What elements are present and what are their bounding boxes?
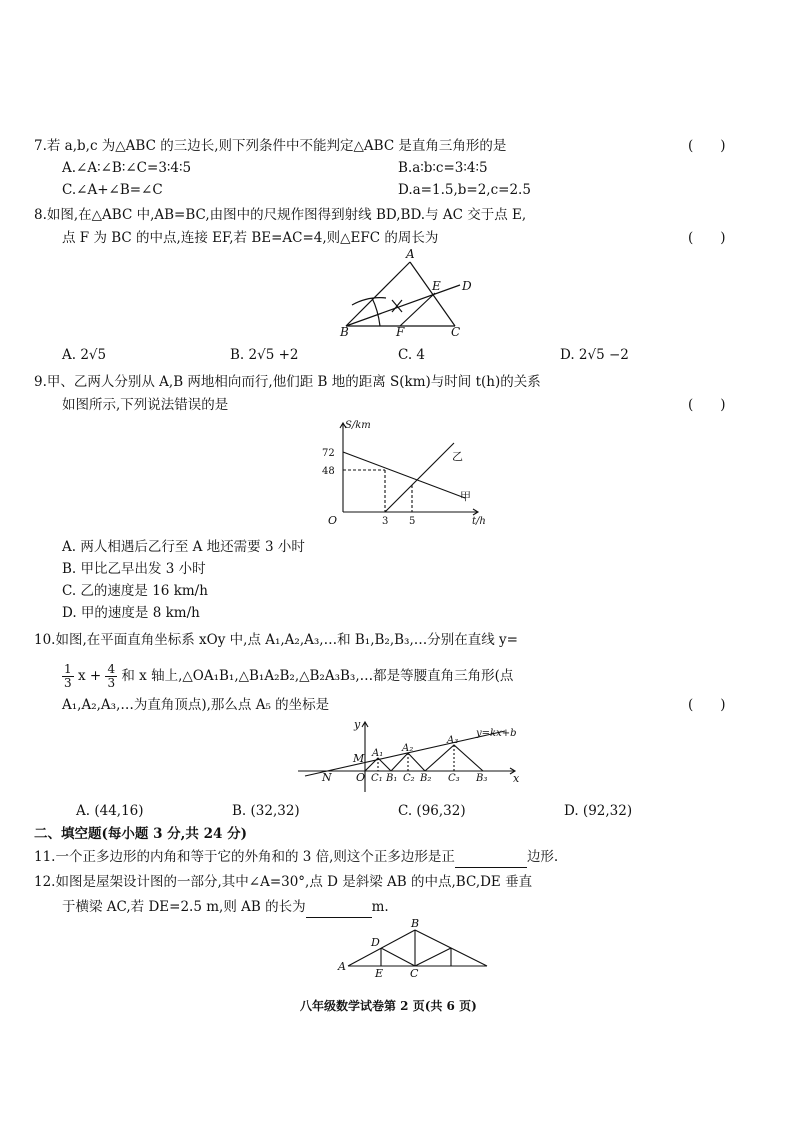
- ylabel: S/km: [345, 420, 371, 431]
- q10-mid-text: x +: [77, 668, 102, 684]
- q10-option-d: D. (92,32): [564, 803, 633, 819]
- brace-left: [381, 948, 415, 966]
- label-c1: C₁: [371, 773, 383, 784]
- q8-stem-line2: 点 F 为 BC 的中点,连接 EF,若 BE=AC=4,则△EFC 的周长为: [62, 230, 439, 246]
- label-b3: B₃: [476, 773, 488, 784]
- label-b1: B₁: [386, 773, 398, 784]
- q12-unit: m.: [371, 899, 389, 915]
- q8-option-c: C. 4: [398, 347, 426, 363]
- q12-text: 于横梁 AC,若 DE=2.5 m,则 AB 的长为: [62, 899, 306, 915]
- origin-label: O: [328, 514, 338, 527]
- label-a: A: [406, 247, 415, 261]
- label-b2: B₂: [420, 773, 432, 784]
- ytick-48: 48: [322, 466, 335, 477]
- q9-option-b: B. 甲比乙早出发 3 小时: [62, 561, 206, 577]
- xtick-3: 3: [382, 516, 389, 527]
- label-c2: C₂: [403, 773, 415, 784]
- label-a2: A₂: [402, 743, 414, 754]
- q12-stem-line1: 12.如图是屋架设计图的一部分,其中∠A=30°,点 D 是斜梁 AB 的中点,BC,DE 垂直: [34, 874, 533, 890]
- q10-answer-paren: ( ): [688, 697, 726, 713]
- q10-stem-line1: 10.如图,在平面直角坐标系 xOy 中,点 A₁,A₂,A₃,…和 B₁,B₂,B₃,…分别在直线 y=: [34, 632, 518, 648]
- q9-stem-line1: 9.甲、乙两人分别从 A,B 两地相向而行,他们距 B 地的距离 S(km)与时间 t(h)的关系: [34, 374, 541, 390]
- q9-option-a: A. 两人相遇后乙行至 A 地还需要 3 小时: [62, 539, 305, 555]
- label-b: B: [411, 917, 420, 930]
- label-a: A: [338, 960, 346, 973]
- label-f: F: [396, 325, 405, 339]
- label-n: N: [322, 771, 332, 784]
- fraction-four-thirds: $\frac{4}{3}$: [107, 662, 116, 690]
- label-a1: A₁: [372, 748, 384, 759]
- label-c3: C₃: [448, 773, 460, 784]
- label-x: x: [513, 772, 520, 785]
- q7-option-a: A.∠A∶∠B∶∠C=3∶4∶5: [62, 160, 192, 176]
- label-c: C: [451, 325, 461, 339]
- q9-answer-paren: ( ): [688, 397, 726, 413]
- q7-option-d: D.a=1.5,b=2,c=2.5: [398, 182, 531, 198]
- q7-stem: 7.若 a,b,c 为△ABC 的三边长,则下列条件中不能判定△ABC 是直角三角形的是: [34, 138, 507, 154]
- q8-answer-paren: ( ): [688, 230, 726, 246]
- q8-option-d: D. 2√5 −2: [560, 347, 629, 363]
- section-heading-fill-in: 二、填空题(每小题 3 分,共 24 分): [34, 826, 247, 842]
- q10-option-a: A. (44,16): [76, 803, 144, 819]
- q10-option-b: B. (32,32): [232, 803, 300, 819]
- q11-text: 11.一个正多边形的内角和等于它的外角和的 3 倍,则这个正多边形是正: [34, 849, 455, 865]
- fraction-one-third: $\frac{1}{3}$: [64, 662, 72, 690]
- label-d: D: [462, 279, 472, 293]
- label-y: y: [354, 718, 361, 731]
- series-label-yi: 乙: [452, 450, 463, 463]
- q9-option-d: D. 甲的速度是 8 km/h: [62, 605, 200, 621]
- label-m: M: [353, 752, 365, 765]
- label-equation: y=kx+b: [476, 728, 517, 739]
- label-c: C: [410, 967, 419, 980]
- q7-option-b: B.a∶b∶c=3∶4∶5: [398, 160, 488, 176]
- q10-line2-rest: 和 x 轴上,△OA₁B₁,△B₁A₂B₂,△B₂A₃B₃,…都是等腰直角三角形(点: [121, 668, 514, 684]
- label-o: O: [356, 771, 366, 784]
- q7-option-c: C.∠A+∠B=∠C: [62, 182, 163, 198]
- series-label-jia: 甲: [460, 490, 471, 503]
- xtick-5: 5: [409, 516, 416, 527]
- q8-option-a: A. 2√5: [62, 347, 107, 363]
- q8-stem-line1: 8.如图,在△ABC 中,AB=BC,由图中的尺规作图得到射线 BD,BD.与 AC 交于点 E,: [34, 207, 527, 223]
- label-e: E: [432, 279, 441, 293]
- page-footer: 八年级数学试卷第 2 页(共 6 页): [300, 999, 477, 1013]
- q10-option-c: C. (96,32): [398, 803, 466, 819]
- label-d: D: [371, 936, 380, 949]
- brace-right: [415, 948, 451, 966]
- label-b: B: [340, 325, 349, 339]
- label-a3: A₃: [447, 735, 459, 746]
- q9-stem-line2: 如图所示,下列说法错误的是: [62, 397, 229, 413]
- q10-stem-line3: A₁,A₂,A₃,…为直角顶点),那么点 A₅ 的坐标是: [62, 697, 330, 713]
- ytick-72: 72: [322, 448, 335, 459]
- q8-option-b: B. 2√5 +2: [230, 347, 299, 363]
- q11-text-end: 边形.: [526, 849, 559, 865]
- q7-answer-paren: ( ): [688, 138, 726, 154]
- xlabel: t/h: [472, 516, 486, 527]
- q9-option-c: C. 乙的速度是 16 km/h: [62, 583, 208, 599]
- label-e: E: [375, 967, 384, 980]
